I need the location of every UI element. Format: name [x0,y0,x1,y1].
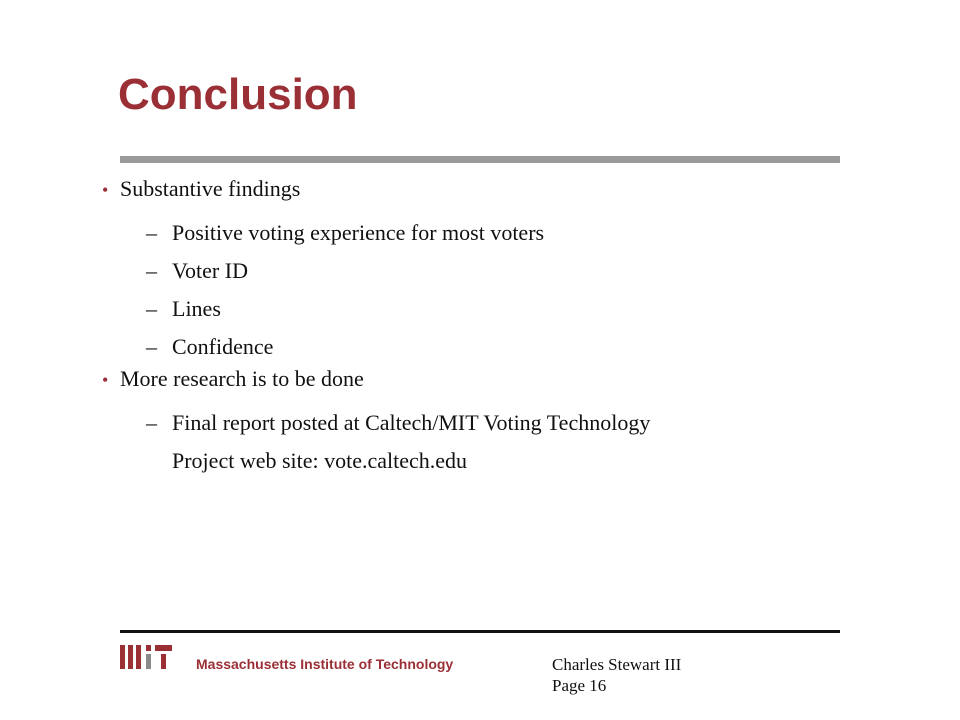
bullet-item [102,176,862,214]
title-divider [120,156,840,163]
sub-text: Positive voting experience for most voters [172,220,545,245]
bullet-dot-icon: • [102,370,109,390]
footer-info [552,654,681,696]
bullet-item [102,366,862,404]
sub-text-multiline [172,404,650,480]
author-name: Charles Stewart III [552,655,682,674]
sub-item [146,214,862,252]
footer-divider [120,630,840,633]
slide-title: Conclusion [118,70,358,119]
slide-content [102,176,862,480]
mit-logo-icon [120,645,172,669]
dash-marker: – [146,410,157,435]
bullet-text: More research is to be done [120,366,364,391]
bullet-text: Substantive findings [120,176,301,201]
dash-marker: – [146,296,157,321]
dash-marker: – [146,220,157,245]
sub-text-line: Final report posted at Caltech/MIT Voting Technology [172,410,651,435]
sub-text-line: Project web site: vote.caltech.edu [172,448,468,473]
institution-name: Massachusetts Institute of Technology [196,656,454,672]
sub-item [146,404,862,480]
sub-item [146,252,862,290]
bullet-dot-icon: • [102,180,109,200]
page-number: Page 16 [552,676,607,695]
dash-marker: – [146,334,157,359]
sub-item [146,328,862,366]
dash-marker: – [146,258,157,283]
sub-text: Lines [172,296,221,321]
sub-item [146,290,862,328]
sub-text: Confidence [172,334,274,359]
sub-text: Voter ID [172,258,248,283]
